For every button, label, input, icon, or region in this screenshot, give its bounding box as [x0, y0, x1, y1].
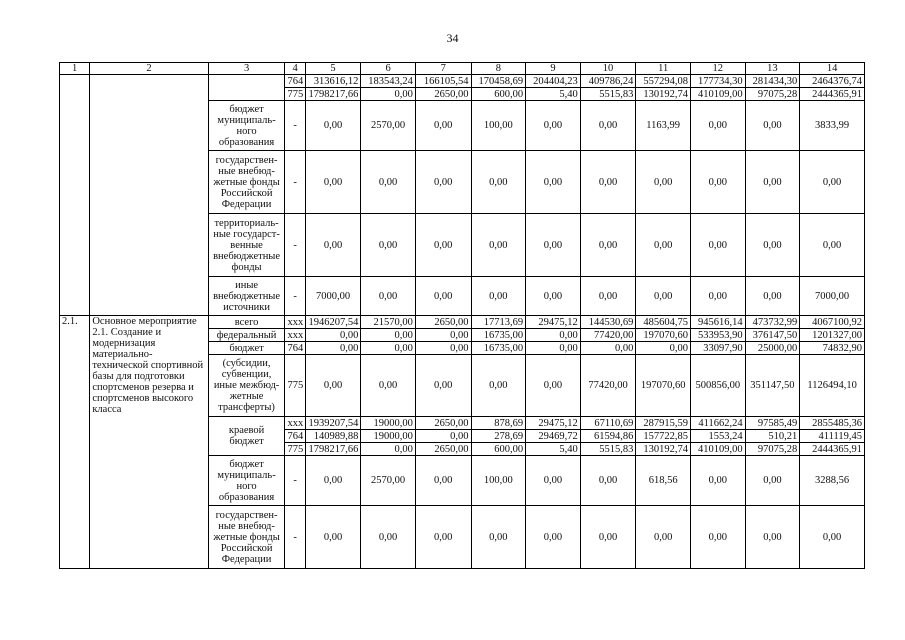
table-cell: 17713,69: [471, 316, 526, 329]
table-cell: 16735,00: [471, 329, 526, 342]
table-cell: 197070,60: [636, 355, 691, 417]
table-cell: 0,00: [800, 151, 865, 214]
table-cell: 0,00: [361, 506, 416, 569]
table-cell: 0,00: [636, 277, 691, 316]
table-cell: 2570,00: [361, 101, 416, 151]
table-cell: 5515,83: [580, 88, 636, 101]
table-cell: 313616,12: [305, 75, 361, 88]
table-cell: 411119,45: [800, 430, 865, 443]
col-header: 12: [690, 63, 745, 75]
table-cell: 0,00: [361, 443, 416, 456]
table-cell: 0,00: [636, 151, 691, 214]
table-cell: 77420,00: [580, 329, 636, 342]
funding-source-label: иные внебюджетные источники: [208, 277, 285, 316]
table-cell: 5515,83: [580, 443, 636, 456]
table-cell: 5,40: [526, 443, 581, 456]
col-header: 5: [305, 63, 361, 75]
table-cell: 0,00: [580, 214, 636, 277]
table-cell: 100,00: [471, 101, 526, 151]
table-cell: 0,00: [415, 151, 471, 214]
table-cell: 0,00: [361, 355, 416, 417]
table-cell: 177734,30: [690, 75, 745, 88]
table-cell: 0,00: [580, 456, 636, 506]
table-cell: 278,69: [471, 430, 526, 443]
table-cell: 0,00: [526, 151, 581, 214]
table-cell: 97585,49: [745, 417, 800, 430]
table-cell: 0,00: [690, 456, 745, 506]
table-cell: 0,00: [690, 151, 745, 214]
table-cell: 0,00: [361, 214, 416, 277]
table-cell: 0,00: [745, 456, 800, 506]
table-cell: 2444365,91: [800, 443, 865, 456]
table-cell: 97075,28: [745, 88, 800, 101]
col-header: 9: [526, 63, 581, 75]
funding-source-label: федеральный: [208, 329, 285, 342]
table-cell: 0,00: [361, 329, 416, 342]
table-cell: 0,00: [745, 101, 800, 151]
table-cell: 485604,75: [636, 316, 691, 329]
funding-source-label: государствен-ные внебюд-жетные фонды Российской Федерации: [208, 151, 285, 214]
table-cell: 1798217,66: [305, 443, 361, 456]
table-cell: 287915,59: [636, 417, 691, 430]
table-cell: 0,00: [526, 277, 581, 316]
table-cell: 0,00: [415, 214, 471, 277]
table-cell: 33097,90: [690, 342, 745, 355]
col-header: 3: [208, 63, 285, 75]
table-cell: -: [285, 277, 305, 316]
table-cell: 281434,30: [745, 75, 800, 88]
table-cell: 2650,00: [415, 443, 471, 456]
funding-source-label: бюджет муниципаль-ного образования: [208, 456, 285, 506]
table-cell: 0,00: [305, 456, 361, 506]
table-cell: 19000,00: [361, 417, 416, 430]
table-cell: 100,00: [471, 456, 526, 506]
table-cell: 204404,23: [526, 75, 581, 88]
table-cell: 0,00: [471, 151, 526, 214]
table-cell: 2464376,74: [800, 75, 865, 88]
table-cell: xxx: [285, 417, 305, 430]
table-cell: 600,00: [471, 443, 526, 456]
table-cell: [60, 75, 90, 316]
table-cell: 25000,00: [745, 342, 800, 355]
col-header: 6: [361, 63, 416, 75]
table-cell: 533953,90: [690, 329, 745, 342]
table-cell: xxx: [285, 316, 305, 329]
table-cell: 945616,14: [690, 316, 745, 329]
table-cell: [208, 75, 285, 101]
table-cell: 0,00: [305, 101, 361, 151]
table-cell: 0,00: [415, 456, 471, 506]
table-cell: 0,00: [745, 506, 800, 569]
table-cell: 7000,00: [800, 277, 865, 316]
table-cell: 0,00: [305, 342, 361, 355]
col-header: 7: [415, 63, 471, 75]
table-cell: 1946207,54: [305, 316, 361, 329]
col-header: 8: [471, 63, 526, 75]
table-cell: 19000,00: [361, 430, 416, 443]
table-cell: 0,00: [526, 329, 581, 342]
table-cell: 878,69: [471, 417, 526, 430]
table-cell: 500856,00: [690, 355, 745, 417]
table-cell: 0,00: [415, 355, 471, 417]
col-header: 13: [745, 63, 800, 75]
table-cell: 557294,08: [636, 75, 691, 88]
table-cell: 1553,24: [690, 430, 745, 443]
table-cell: 0,00: [526, 355, 581, 417]
table-cell: 0,00: [745, 214, 800, 277]
table-cell: 0,00: [471, 214, 526, 277]
table-cell: 170458,69: [471, 75, 526, 88]
table-cell: 764: [285, 430, 305, 443]
table-cell: 2650,00: [415, 316, 471, 329]
funding-source-label: территориаль-ные государст-венные внебюджетные фонды: [208, 214, 285, 277]
table-cell: 376147,50: [745, 329, 800, 342]
table-cell: 7000,00: [305, 277, 361, 316]
table-cell: 1126494,10: [800, 355, 865, 417]
table-cell: 0,00: [415, 329, 471, 342]
table-cell: -: [285, 456, 305, 506]
table-cell: 1939207,54: [305, 417, 361, 430]
table-cell: 97075,28: [745, 443, 800, 456]
table-cell: 0,00: [361, 88, 416, 101]
table-cell: 0,00: [636, 506, 691, 569]
table-cell: 0,00: [636, 214, 691, 277]
table-cell: 2650,00: [415, 417, 471, 430]
funding-source-label: бюджет муниципаль-ного образования: [208, 101, 285, 151]
table-cell: 0,00: [415, 342, 471, 355]
table-cell: xxx: [285, 329, 305, 342]
table-cell: 411662,24: [690, 417, 745, 430]
table-cell: 0,00: [526, 214, 581, 277]
table-cell: 0,00: [361, 277, 416, 316]
table-cell: 0,00: [690, 101, 745, 151]
table-cell: 0,00: [690, 506, 745, 569]
table-cell: 510,21: [745, 430, 800, 443]
table-cell: 2444365,91: [800, 88, 865, 101]
table-cell: 2650,00: [415, 88, 471, 101]
table-cell: 0,00: [745, 277, 800, 316]
table-cell: 157722,85: [636, 430, 691, 443]
table-cell: 2855485,36: [800, 417, 865, 430]
header-row: [60, 63, 865, 75]
table-cell: 0,00: [305, 151, 361, 214]
table-cell: 0,00: [526, 342, 581, 355]
table-cell: 130192,74: [636, 88, 691, 101]
table-cell: 473732,99: [745, 316, 800, 329]
table-cell: 29475,12: [526, 316, 581, 329]
table-cell: 1163,99: [636, 101, 691, 151]
table-cell: 764: [285, 342, 305, 355]
table-cell: 764: [285, 75, 305, 88]
table-cell: 0,00: [580, 151, 636, 214]
table-cell: 197070,60: [636, 329, 691, 342]
table-cell: 2570,00: [361, 456, 416, 506]
col-header: 10: [580, 63, 636, 75]
table-cell: 0,00: [526, 101, 581, 151]
table-cell: 140989,88: [305, 430, 361, 443]
col-header: 1: [60, 63, 90, 75]
table-cell: 3288,56: [800, 456, 865, 506]
section-title: Основное мероприятие 2.1. Создание и модернизация материально-технической спортивной базы для подготовки спортсменов резерва и спортсменов высокого класса: [90, 316, 208, 569]
funding-source-label: (субсидии, субвенции, иные межбюд-жетные трансферты): [208, 355, 285, 417]
table-row: [60, 316, 865, 329]
table-cell: 183543,24: [361, 75, 416, 88]
table-cell: 1201327,00: [800, 329, 865, 342]
table-cell: 0,00: [415, 506, 471, 569]
funding-source-label: краевой бюджет: [208, 417, 285, 456]
table-cell: 144530,69: [580, 316, 636, 329]
funding-source-label: всего: [208, 316, 285, 329]
table-cell: 67110,69: [580, 417, 636, 430]
col-header: 14: [800, 63, 865, 75]
table-cell: 29469,72: [526, 430, 581, 443]
table-cell: 130192,74: [636, 443, 691, 456]
table-cell: 410109,00: [690, 88, 745, 101]
funding-source-label: бюджет: [208, 342, 285, 355]
table-cell: 0,00: [800, 506, 865, 569]
table-cell: 29475,12: [526, 417, 581, 430]
col-header: 2: [90, 63, 208, 75]
table-cell: 0,00: [526, 456, 581, 506]
table-cell: 0,00: [305, 506, 361, 569]
table-cell: 0,00: [471, 277, 526, 316]
budget-table: [59, 62, 865, 569]
table-cell: 775: [285, 355, 305, 417]
col-header: 4: [285, 63, 305, 75]
table-cell: 0,00: [415, 430, 471, 443]
table-cell: 61594,86: [580, 430, 636, 443]
page-number: 34: [446, 31, 459, 45]
table-cell: 77420,00: [580, 355, 636, 417]
table-cell: 0,00: [800, 214, 865, 277]
table-row: [60, 75, 865, 88]
table-cell: 600,00: [471, 88, 526, 101]
table-cell: 0,00: [580, 101, 636, 151]
table-cell: 0,00: [580, 277, 636, 316]
table-cell: 21570,00: [361, 316, 416, 329]
table-cell: 0,00: [305, 214, 361, 277]
funding-source-label: государствен-ные внебюд-жетные фонды Российской Федерации: [208, 506, 285, 569]
table-cell: 0,00: [415, 277, 471, 316]
table-cell: 775: [285, 443, 305, 456]
table-cell: 775: [285, 88, 305, 101]
table-cell: [90, 75, 208, 316]
table-cell: 0,00: [580, 342, 636, 355]
table-cell: -: [285, 151, 305, 214]
table-cell: 166105,54: [415, 75, 471, 88]
table-cell: 351147,50: [745, 355, 800, 417]
table-cell: 16735,00: [471, 342, 526, 355]
table-cell: -: [285, 214, 305, 277]
table-cell: 0,00: [636, 342, 691, 355]
table-cell: 0,00: [471, 355, 526, 417]
section-number: 2.1.: [60, 316, 90, 569]
table-cell: 5,40: [526, 88, 581, 101]
table-cell: -: [285, 506, 305, 569]
table-cell: 0,00: [690, 214, 745, 277]
table-cell: 3833,99: [800, 101, 865, 151]
table-cell: 0,00: [580, 506, 636, 569]
table-cell: 0,00: [361, 151, 416, 214]
table-cell: 0,00: [361, 342, 416, 355]
col-header: 11: [636, 63, 691, 75]
table-cell: 0,00: [471, 506, 526, 569]
table-cell: 0,00: [526, 506, 581, 569]
table-cell: 410109,00: [690, 443, 745, 456]
table-cell: 409786,24: [580, 75, 636, 88]
table-cell: 0,00: [415, 101, 471, 151]
table-cell: 0,00: [690, 277, 745, 316]
table-cell: 618,56: [636, 456, 691, 506]
table-cell: 74832,90: [800, 342, 865, 355]
table-cell: 4067100,92: [800, 316, 865, 329]
table-cell: 1798217,66: [305, 88, 361, 101]
table-cell: -: [285, 101, 305, 151]
table-cell: 0,00: [305, 329, 361, 342]
table-cell: 0,00: [305, 355, 361, 417]
table-cell: 0,00: [745, 151, 800, 214]
